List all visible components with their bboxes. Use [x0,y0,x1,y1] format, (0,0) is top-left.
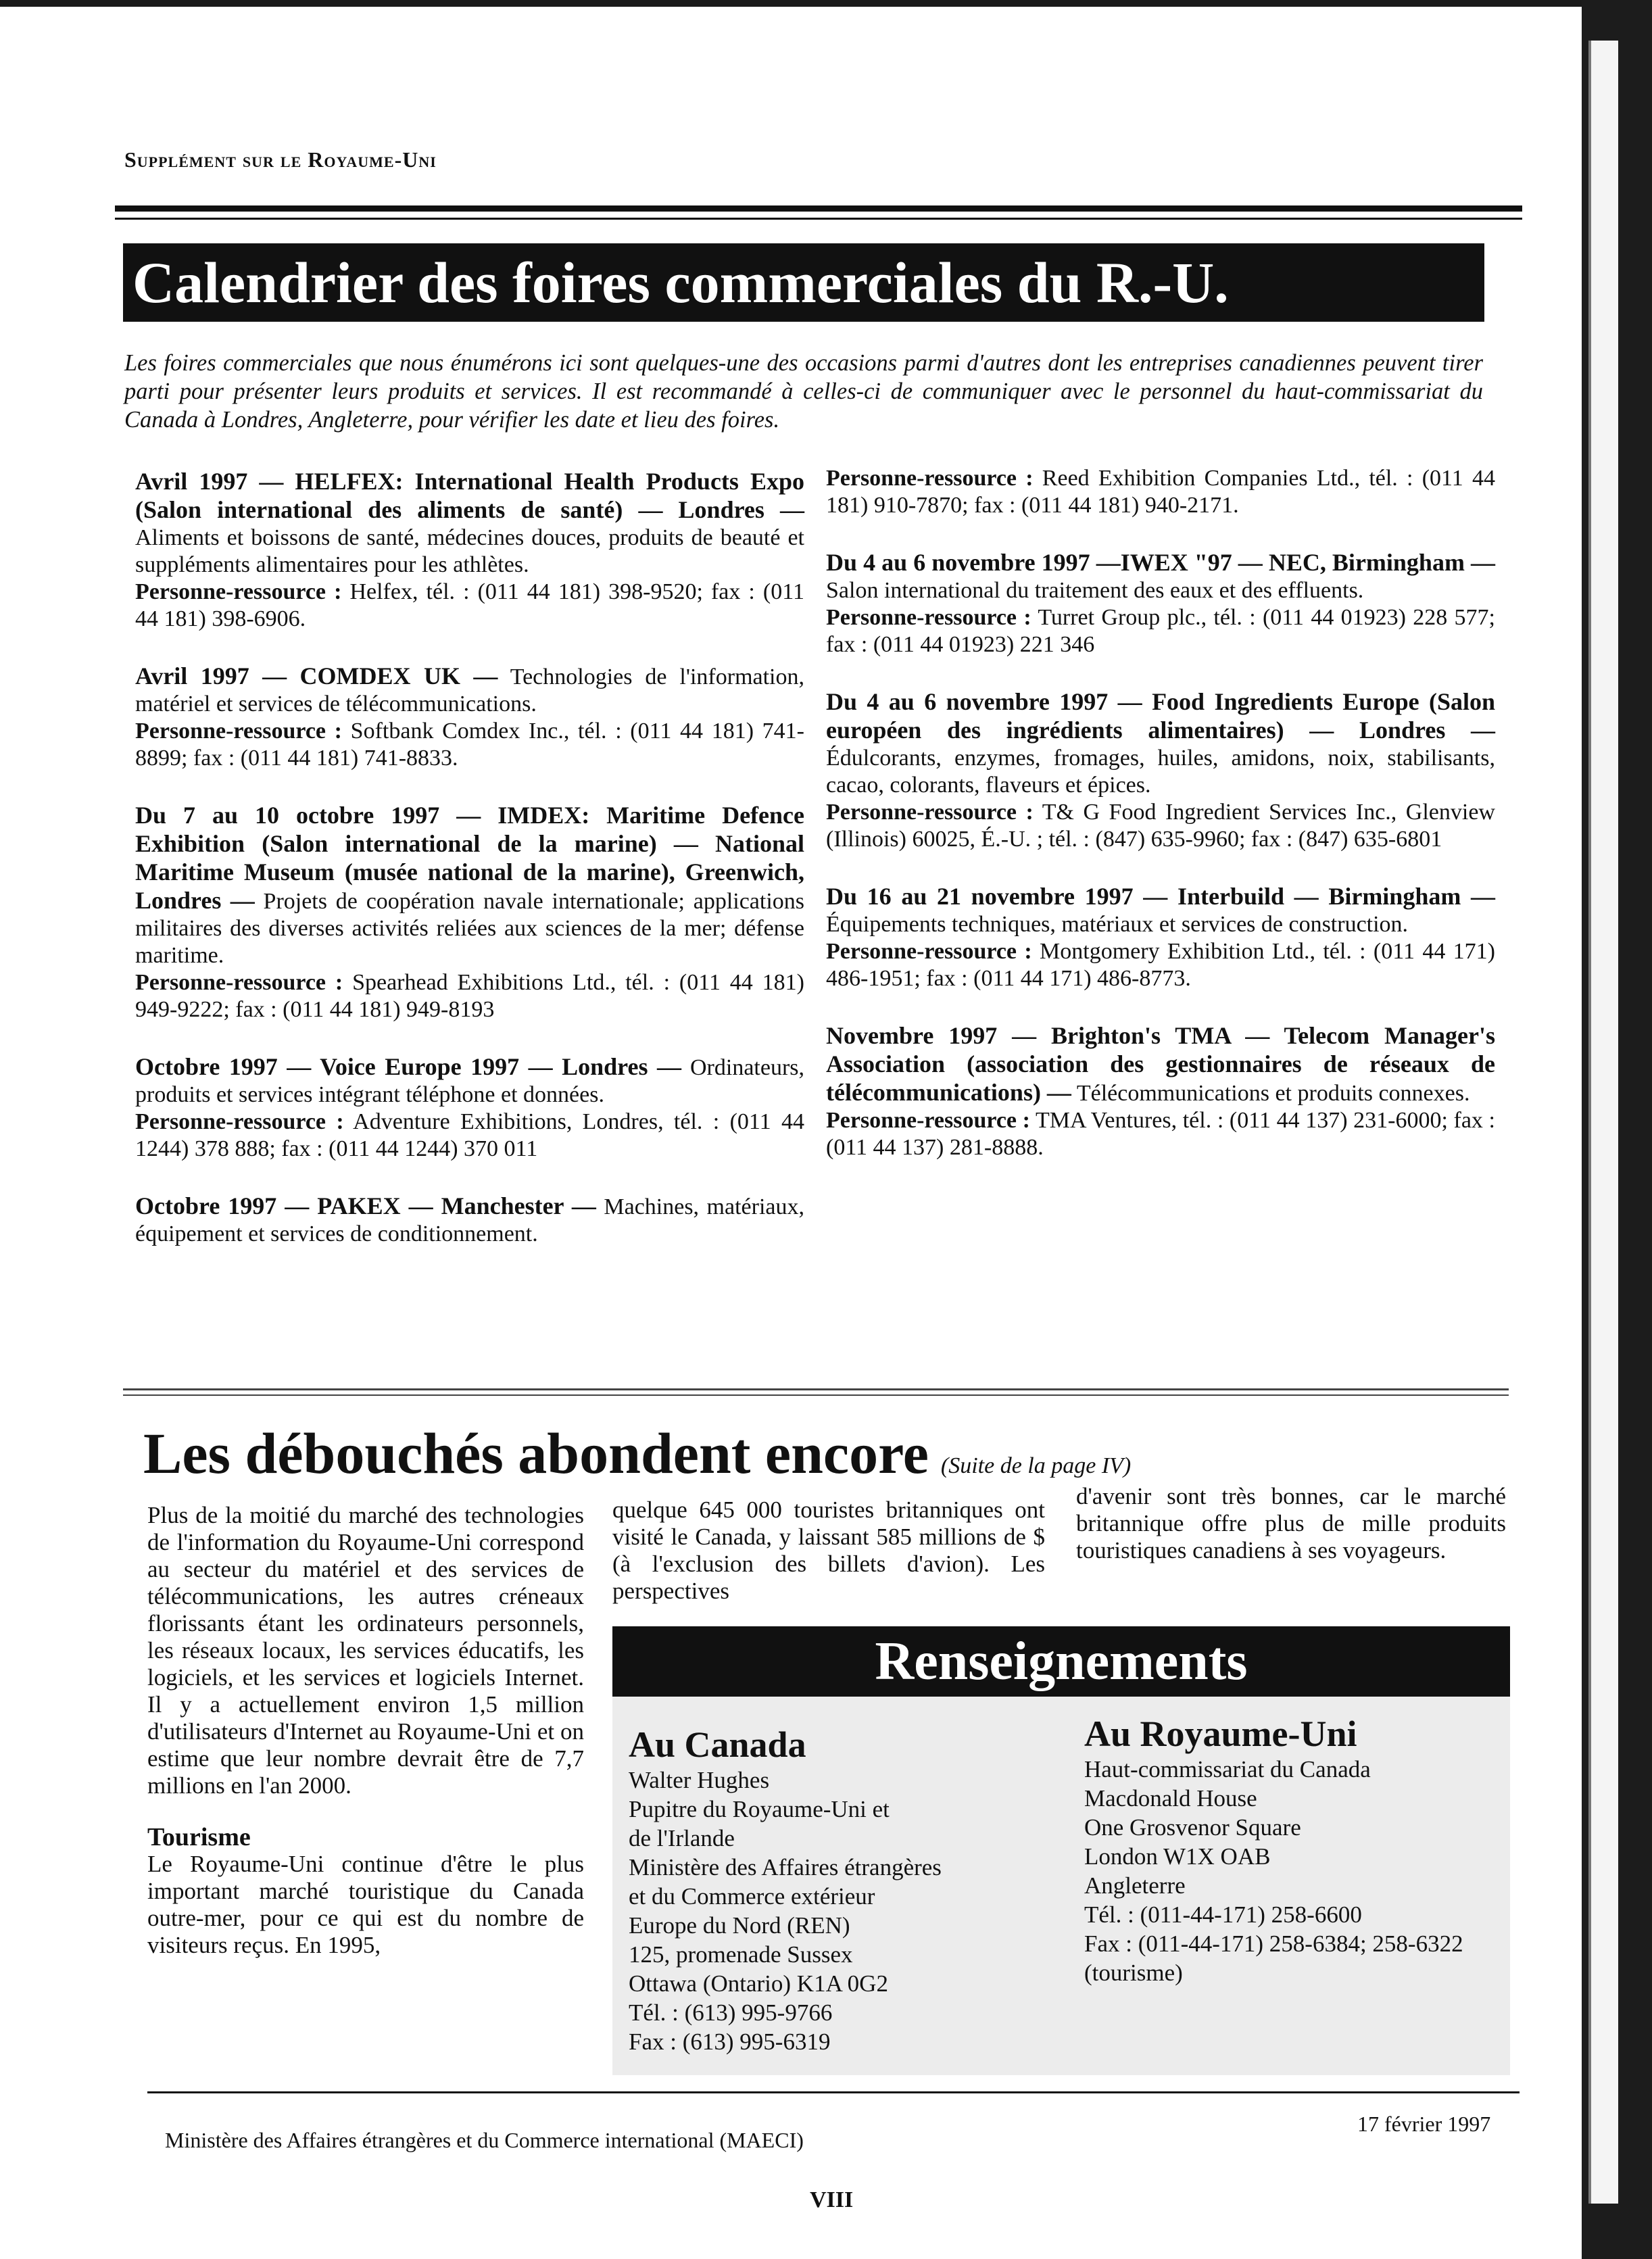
fair-entry [135,1053,804,1163]
address-line: et du Commerce extérieur [629,1883,875,1910]
fair-description: Projets de coopération navale internationale; applications militaires des diverses activités reliées aux sciences de la mer; défense maritime. [135,889,805,968]
fair-entry [826,883,1495,992]
fair-description: Télécommunications et produits connexes. [1076,1081,1470,1106]
article-headline [143,1419,1131,1487]
tourism-subhead: Tourisme [147,1823,251,1851]
fair-description: Salon international du traitement des eaux et des effluents. [826,578,1364,603]
fair-title: Avril 1997 — COMDEX UK — [135,662,498,689]
address-line: Macdonald House [1084,1785,1257,1812]
contact-label: Personne-ressource : [135,970,343,995]
address-line: Angleterre [1084,1872,1186,1899]
article-title: Les débouchés abondent encore [143,1421,929,1486]
page-title: Calendrier des foires commerciales du R.-U. [123,243,1484,322]
fair-description: Équipements techniques, matériaux et services de construction. [826,912,1409,937]
fair-contact: Spearhead Exhibitions Ltd., tél. : (011 44 181) 949-9222; fax : (011 44 181) 949-8193 [135,970,804,1022]
address-line: Ottawa (Ontario) K1A 0G2 [629,1970,888,1997]
section-divider-thin [123,1394,1509,1396]
fair-entry [135,468,804,633]
fair-description: Édulcorants, enzymes, fromages, huiles, amidons, noix, stabilisants, cacao, colorants, flaveurs et épices. [826,746,1495,798]
address-line: One Grosvenor Square [1084,1814,1301,1841]
article-paragraph: Plus de la moitié du marché des technologies de l'information du Royaume-Uni correspond au secteur du matériel et des services de télécommunications, les autres créneaux florissants étant les ordinateurs personnels, les réseaux locaux, les services éducatifs, les logiciels, et les services et logiciels Internet. Il y a actuellement environ 1,5 million d'utilisateurs d'Internet au Royaume-Uni et on estime que leur nombre devrait être de 7,7 millions en l'an 2000. [147,1502,584,1799]
fair-entry [826,1022,1495,1161]
header-rule [115,205,1522,212]
contact-label: Personne-ressource : [826,939,1032,964]
info-uk [1084,1713,1503,1987]
fax-line: Fax : (011-44-171) 258-6384; 258-6322 (tourisme) [1084,1930,1463,1986]
contact-label: Personne-ressource : [826,605,1031,630]
address-line: Haut-commissariat du Canada [1084,1756,1371,1782]
phone-line: Tél. : (613) 995-9766 [629,1999,833,2026]
address-line: Europe du Nord (REN) [629,1912,850,1939]
fair-description: Machines, matériaux, équipement et services de conditionnement. [135,1194,804,1246]
section-divider [123,1388,1509,1390]
fairs-left-column [135,468,804,1278]
fair-contact: Turret Group plc., tél. : (011 44 01923) 228 577; fax : (011 44 01923) 221 346 [826,605,1495,657]
page-number: VIII [810,2187,854,2212]
fair-title: Du 7 au 10 octobre 1997 — IMDEX: Maritime Defence Exhibition (Salon international de la marine) — National Maritime Museum (musée national de la marine), Greenwich, Londres — [135,802,804,914]
contact-label: Personne-ressource : [826,800,1034,825]
fair-contact: T& G Food Ingredient Services Inc., Glenview (Illinois) 60025, É.-U. ; tél. : (847) 635-9960; fax : (847) 635-6801 [826,800,1495,852]
phone-line: Tél. : (011-44-171) 258-6600 [1084,1901,1362,1928]
article-paragraph: Le Royaume-Uni continue d'être le plus important marché touristique du Canada outre-mer, pour ce qui est du nombre de visiteurs reçus. En 1995, [147,1851,584,1958]
contact-label: Personne-ressource : [135,1109,344,1134]
address-line: Ministère des Affaires étrangères [629,1854,942,1880]
contact-label: Personne-ressource : [826,1108,1030,1133]
fair-contact: Softbank Comdex Inc., tél. : (011 44 181) 741-8899; fax : (011 44 181) 741-8833. [135,719,805,771]
canada-heading: Au Canada [629,1724,806,1765]
fair-entry [826,549,1495,658]
contact-label: Personne-ressource : [135,579,342,604]
scan-edge-top [0,0,1652,7]
article-column-2: quelque 645 000 touristes britanniques ont visité le Canada, y laissant 585 millions de $ (à l'exclusion des billets d'avion). Les perspectives [612,1497,1045,1604]
address-line: de l'Irlande [629,1825,735,1851]
binding-margin [1588,41,1618,2204]
uk-heading: Au Royaume-Uni [1084,1714,1357,1754]
footer-ministry: Ministère des Affaires étrangères et du Commerce international (MAECI) [165,2128,804,2152]
fair-entry [135,662,804,772]
fair-contact: Helfex, tél. : (011 44 181) 398-9520; fax : (011 44 181) 398-6906. [135,579,804,631]
intro-paragraph: Les foires commerciales que nous énumérons ici sont quelques-une des occasions parmi d'autres dont les entreprises canadiennes peuvent tirer parti pour présenter leurs produits et services. Il est recommandé à celles-ci de communiquer avec le personnel du haut-commissariat du Canada à Londres, Angleterre, pour vérifier les date et lieu des foires. [124,350,1483,433]
article-column-3: d'avenir sont très bonnes, car le marché britannique offre plus de mille produits touristiques canadiens à ses voyageurs. [1076,1483,1506,1563]
continued-note: (Suite de la page IV) [940,1453,1132,1478]
fair-title: Du 16 au 21 novembre 1997 — Interbuild — Birmingham — [826,883,1495,910]
fair-entry [135,1192,804,1248]
article-column-1 [147,1502,584,1959]
fair-title: Du 4 au 6 novembre 1997 — Food Ingredients Europe (Salon européen des ingrédients alimentaires) — Londres — [826,688,1495,744]
address-line: London W1X OAB [1084,1843,1271,1870]
fair-title: Du 4 au 6 novembre 1997 —IWEX "97 — NEC, Birmingham — [826,549,1495,576]
footer-date: 17 février 1997 [1357,2112,1491,2136]
fax-line: Fax : (613) 995-6319 [629,2029,831,2055]
fair-title: Avril 1997 — HELFEX: International Health Products Expo (Salon international des aliments de santé) — Londres — [135,468,804,523]
address-line: 125, promenade Sussex [629,1941,853,1968]
fair-title: Octobre 1997 — PAKEX — Manchester — [135,1192,596,1219]
fair-contact: Montgomery Exhibition Ltd., tél. : (011 44 171) 486-1951; fax : (011 44 171) 486-8773. [826,939,1495,991]
fair-entry [826,688,1495,853]
fair-title: Novembre 1997 — Brighton's TMA — Telecom Manager's Association (association des gestionnaires de réseaux de télécommunications) — [826,1022,1495,1106]
fair-description: Ordinateurs, produits et services intégrant téléphone et données. [135,1055,805,1107]
info-canada [629,1724,1048,2056]
fairs-right-column [826,465,1495,1191]
fair-contact: TMA Ventures, tél. : (011 44 137) 231-6000; fax : (011 44 137) 281-8888. [826,1108,1495,1160]
fair-description: Aliments et boissons de santé, médecines douces, produits de beauté et suppléments alimentaires pour les athlètes. [135,525,804,577]
fair-description: Technologies de l'information, matériel et services de télécommunications. [135,664,804,716]
contact-label: Personne-ressource : [135,719,342,744]
address-line: Walter Hughes [629,1767,770,1793]
fair-entry [135,802,804,1023]
contact-label: Personne-ressource : [826,466,1034,491]
supplement-header: Supplément sur le Royaume-Uni [124,147,437,172]
fair-contact: Adventure Exhibitions, Londres, tél. : (011 44 1244) 378 888; fax : (011 44 1244) 370 011 [135,1109,804,1161]
info-heading: Renseignements [612,1626,1510,1697]
footer-rule [147,2091,1520,2093]
fair-entry-continued [826,465,1495,519]
fair-title: Octobre 1997 — Voice Europe 1997 — Londres — [135,1053,681,1080]
address-line: Pupitre du Royaume-Uni et [629,1796,890,1822]
fair-contact: Reed Exhibition Companies Ltd., tél. : (011 44 181) 910-7870; fax : (011 44 181) 940-2171. [826,466,1495,518]
header-rule-thin [115,218,1522,220]
